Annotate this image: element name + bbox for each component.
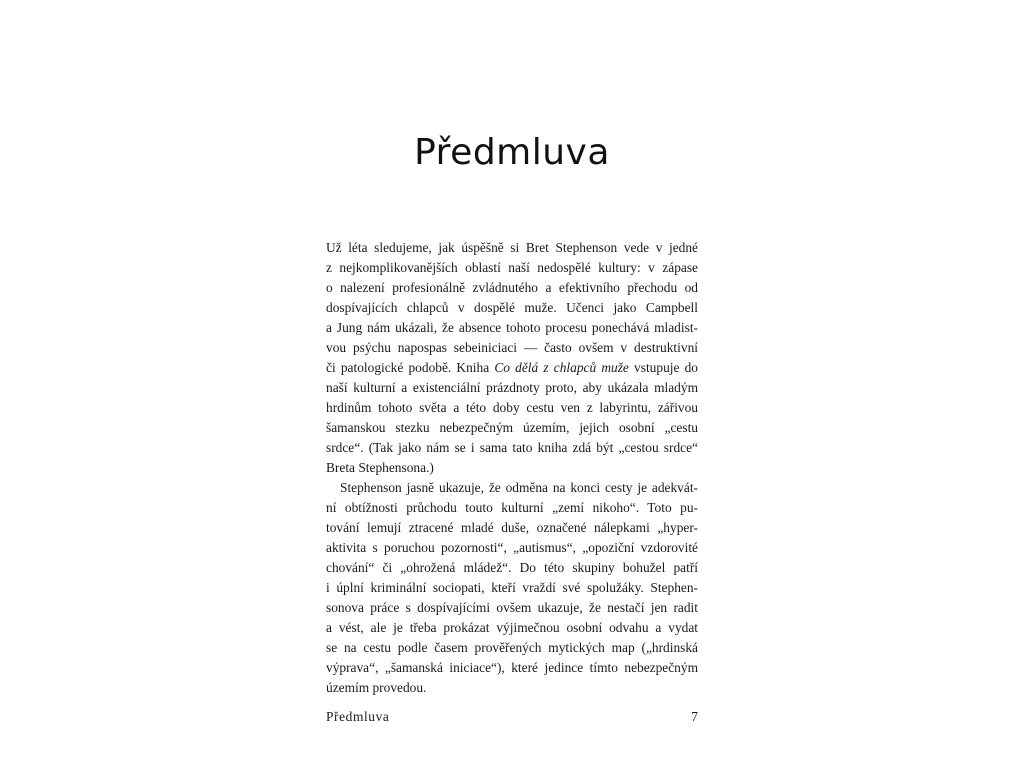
text-line: sonova práce s dospívajícími ovšem ukazuje, že nestačí jen radit bbox=[326, 600, 698, 615]
text-line: z nejkomplikovanějších oblastí naší nedospělé kultury: v zápase bbox=[326, 260, 698, 275]
text-line: o nalezení profesionálně zvládnutého a efektivního přechodu od bbox=[326, 280, 698, 295]
text-line: naší kulturní a existenciální prázdnoty proto, aby ukázala mladým bbox=[326, 380, 698, 395]
text-line: se na cestu podle časem prověřených mytických map („hrdinská bbox=[326, 640, 698, 655]
text-line: vou psýchu napospas sebeiniciaci — často ovšem v destruktivní bbox=[326, 340, 698, 355]
body-text bbox=[326, 238, 698, 698]
text-line: územím provedou. bbox=[326, 680, 427, 695]
text-line: dospívajících chlapců v dospělé muže. Učenci jako Campbell bbox=[326, 300, 698, 315]
text-fragment: či patologické podobě. Kniha bbox=[326, 360, 495, 375]
text-line: chování“ či „ohrožená mládež“. Do této skupiny bohužel patří bbox=[326, 560, 698, 575]
running-title: Předmluva bbox=[326, 709, 390, 724]
text-line: Stephenson jasně ukazuje, že odměna na konci cesty je adekvát- bbox=[340, 480, 698, 495]
text-line: výprava“, „šamanská iniciace“), které jedince tímto nebezpečným bbox=[326, 660, 698, 675]
text-line: Breta Stephensona.) bbox=[326, 460, 434, 475]
text-line: Už léta sledujeme, jak úspěšně si Bret Stephenson vede v jedné bbox=[326, 240, 698, 255]
text-line: tování lemují ztracené mladé duše, označené nálepkami „hyper- bbox=[326, 520, 698, 535]
text-line: a vést, ale je třeba prokázat výjimečnou osobní odvahu a vydat bbox=[326, 620, 698, 635]
text-line: srdce“. (Tak jako nám se i sama tato kniha zdá být „cestou srdce“ bbox=[326, 440, 698, 455]
text-fragment: vstupuje do bbox=[628, 360, 698, 375]
page-number: 7 bbox=[691, 709, 698, 724]
book-title-italic: Co dělá z chlapců muže bbox=[494, 360, 629, 375]
text-line: aktivita s poruchou pozornosti“, „autismus“, „opoziční vzdorovité bbox=[326, 540, 698, 555]
text-line: šamanskou stezku nebezpečným územím, jejich osobní „cestu bbox=[326, 420, 698, 435]
text-line: a Jung nám ukázali, že absence tohoto procesu ponechává mladist- bbox=[326, 320, 698, 335]
text-line: ní obtížnosti průchodu touto kulturní „zemí nikoho“. Toto pu- bbox=[326, 500, 698, 515]
text-line: i úplní kriminální sociopati, kteří vraždí své spolužáky. Stephen- bbox=[326, 580, 698, 595]
chapter-title: Předmluva bbox=[414, 132, 610, 173]
text-line-with-book-title bbox=[326, 358, 698, 378]
text-line: hrdinům tohoto světa a této doby cestu ven z labyrintu, zářivou bbox=[326, 400, 698, 415]
